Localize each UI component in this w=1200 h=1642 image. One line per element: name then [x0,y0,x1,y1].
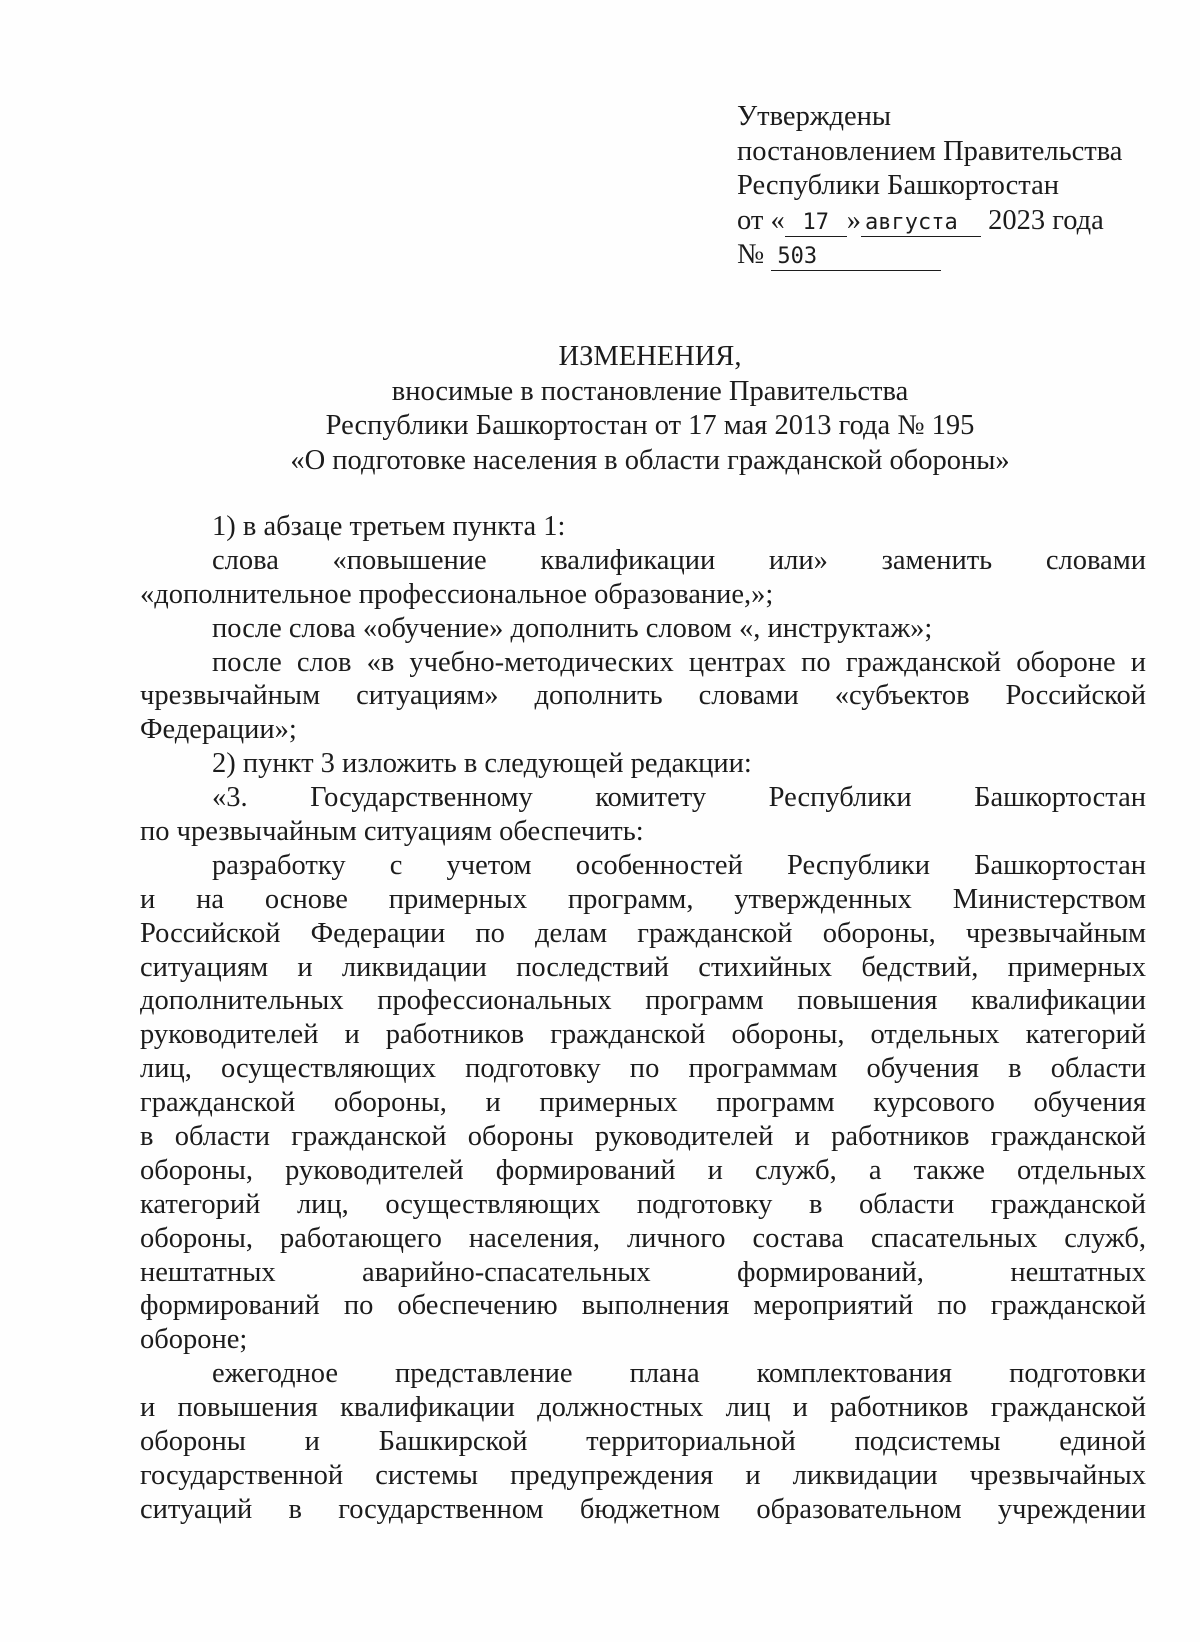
title-line-2: вносимые в постановление Правительства [391,375,909,407]
body-line: по чрезвычайным ситуациям обеспечить: [140,816,644,848]
title-block [140,340,1160,478]
body-line: Федерации»; [140,714,297,746]
body-line: и на основе примерных программ, утвержденных Министерством [140,883,1146,915]
body-line: ситуациям и ликвидации последствий стихийных бедствий, примерных [140,951,1146,983]
body-line: обороне; [140,1324,248,1356]
date-year: 2023 года [988,204,1104,236]
number-prefix: № [737,239,765,270]
body-line: государственной системы предупреждения и ликвидации чрезвычайных [140,1459,1146,1491]
body-line: обороны и Башкирской территориальной подсистемы единой [140,1426,1146,1458]
body-line: нештатных аварийно-спасательных формирований, нештатных [140,1256,1146,1288]
body-line: после слов «в учебно-методических центрах по гражданской обороне и [212,646,1146,678]
approval-number-line [737,238,1122,273]
body-line: лиц, осуществляющих подготовку по программам обучения в области [140,1053,1146,1085]
body-line: Российской Федерации по делам гражданской обороны, чрезвычайным [140,917,1146,949]
body-line: гражданской обороны, и примерных программ курсового обучения [140,1087,1146,1119]
approval-line-1: Утверждены [737,101,892,132]
approval-date-line [737,204,1122,239]
title-line-3: Республики Башкортостан от 17 мая 2013 года № 195 [325,410,975,441]
body-line: формирований по обеспечению выполнения мероприятий по гражданской [140,1290,1146,1322]
body-line: обороны, работающего населения, личного состава спасательных служб, [140,1222,1146,1254]
document-body [140,510,1146,1527]
body-line: «дополнительное профессиональное образование,»; [140,578,774,610]
document-number-field: 503 [771,244,941,271]
date-mid: » [846,204,861,236]
body-line: обороны, руководителей формирований и служб, а также отдельных [140,1154,1146,1186]
document-heading: ИЗМЕНЕНИЯ, [558,341,742,372]
body-line: дополнительных профессиональных программ повышения квалификации [140,985,1146,1017]
approval-block [737,100,1122,273]
body-line: слова «повышение квалификации или» заменить словами [212,544,1146,576]
body-line: «3. Государственному комитету Республики Башкортостан [212,782,1146,814]
body-line: чрезвычайным ситуациям» дополнить словами «субъектов Российской [140,680,1146,712]
body-line: разработку с учетом особенностей Республики Башкортостан [212,849,1146,881]
body-line: 1) в абзаце третьем пункта 1: [212,511,566,542]
body-line: ситуаций в государственном бюджетном образовательном учреждении [140,1493,1146,1525]
approval-line-2: постановлением Правительства [737,135,1123,167]
approval-line-3: Республики Башкортостан [737,170,1059,201]
body-line: категорий лиц, осуществляющих подготовку в области гражданской [140,1188,1146,1220]
date-month-field: августа [861,210,981,237]
body-line: после слова «обучение» дополнить словом «, инструктаж»; [212,612,933,644]
body-line: в области гражданской обороны руководителей и работников гражданской [140,1121,1146,1153]
body-line: 2) пункт 3 изложить в следующей редакции: [212,748,752,780]
body-line: и повышения квалификации должностных лиц и работников гражданской [140,1392,1146,1424]
date-prefix: от « [737,204,785,236]
body-line: руководителей и работников гражданской обороны, отдельных категорий [140,1019,1146,1051]
title-line-4: «О подготовке населения в области гражданской обороны» [290,444,1010,476]
body-line: ежегодное представление плана комплектования подготовки [212,1358,1146,1390]
date-day-field: 17 [785,210,847,237]
